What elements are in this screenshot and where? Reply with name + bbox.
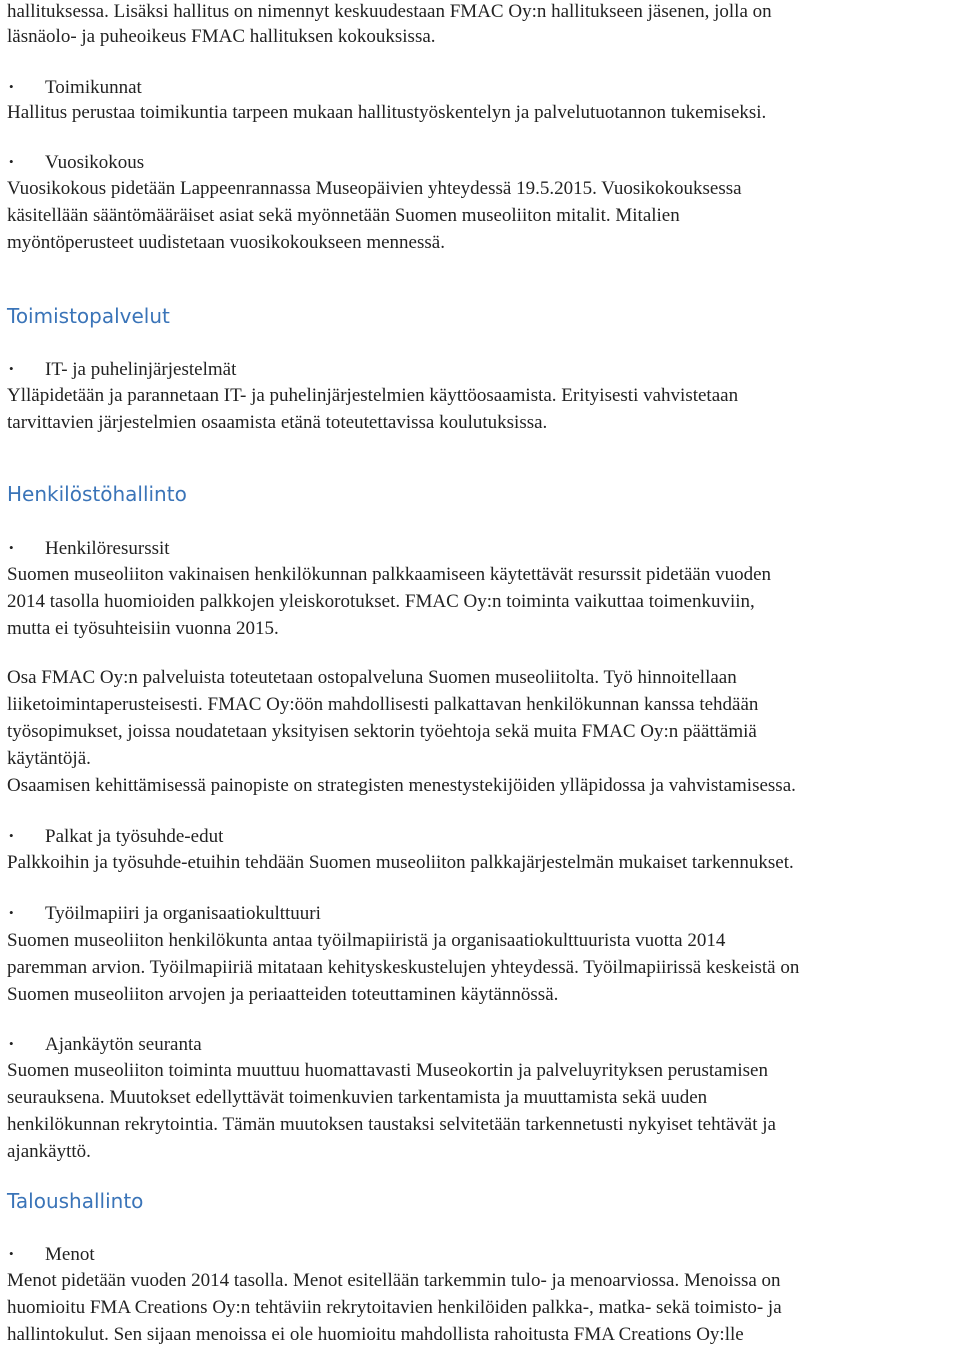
paragraph-line: huomioitu FMA Creations Oy:n tehtäviin rekrytoitavien henkilöiden palkka-, matka- sekä toimisto- ja [7, 1297, 782, 1318]
section-heading-toimistopalvelut: Toimistopalvelut [7, 304, 170, 328]
paragraph-line: Suomen museoliiton henkilökunta antaa työilmapiiristä ja organisaatiokulttuurista vuotta 2014 [7, 930, 726, 951]
bullet-icon: • [9, 79, 14, 94]
paragraph-line: Palkkoihin ja työsuhde-etuihin tehdään Suomen museoliiton palkkajärjestelmän mukaiset tarkennukset. [7, 852, 794, 873]
paragraph-line: hallintokulut. Sen sijaan menoissa ei ole huomioitu mahdollista rahoitusta FMA Creations Oy:lle [7, 1324, 744, 1345]
paragraph-line: käytäntöjä. [7, 748, 91, 769]
bullet-label: Ajankäytön seuranta [45, 1034, 202, 1055]
paragraph-line: työsopimukset, joissa noudatetaan yksityisen sektorin työehtoja sekä muita FMAC Oy:n päättämiä [7, 721, 757, 742]
paragraph-line: Menot pidetään vuoden 2014 tasolla. Menot esitellään tarkemmin tulo- ja menoarviossa. Menoissa on [7, 1270, 781, 1291]
paragraph-line: Osa FMAC Oy:n palveluista toteutetaan ostopalveluna Suomen museoliitolta. Työ hinnoitellaan [7, 667, 737, 688]
bullet-icon: • [9, 1036, 14, 1051]
paragraph-line: Hallitus perustaa toimikuntia tarpeen mukaan hallitustyöskentelyn ja palvelutuotannon tukemiseksi. [7, 102, 767, 123]
paragraph-line: liiketoimintaperusteisesti. FMAC Oy:öön mahdollisesti palkattavan henkilökunnan kanssa tehdään [7, 694, 759, 715]
bullet-label: Vuosikokous [45, 152, 145, 173]
bullet-icon: • [9, 905, 14, 920]
paragraph-line: mutta ei työsuhteisiin vuonna 2015. [7, 618, 279, 639]
bullet-label: Menot [45, 1244, 95, 1265]
bullet-henkiloresurssit [7, 536, 170, 561]
bullet-label: Toimikunnat [45, 77, 142, 98]
bullet-tyoilmapiiri [7, 901, 321, 926]
bullet-label: Henkilöresurssit [45, 538, 170, 559]
bullet-menot [7, 1242, 95, 1267]
paragraph-line: käsitellään sääntömääräiset asiat sekä myönnetään Suomen museoliiton mitalit. Mitalien [7, 205, 680, 226]
bullet-icon: • [9, 361, 14, 376]
bullet-icon: • [9, 1246, 14, 1261]
paragraph-line: Ylläpidetään ja parannetaan IT- ja puhelinjärjestelmien käyttöosaamista. Erityisesti vahvistetaan [7, 385, 739, 406]
bullet-vuosikokous [7, 150, 144, 175]
bullet-ajankaytto [7, 1032, 202, 1057]
paragraph-line: Osaamisen kehittämisessä painopiste on strategisten menestystekijöiden ylläpidossa ja vahvistamisessa. [7, 775, 796, 796]
bullet-icon: • [9, 828, 14, 843]
bullet-icon: • [9, 540, 14, 555]
paragraph-line: Vuosikokous pidetään Lappeenrannassa Museopäivien yhteydessä 19.5.2015. Vuosikokouksessa [7, 178, 742, 199]
intro-line-2: läsnäolo- ja puheoikeus FMAC hallituksen kokouksissa. [7, 26, 436, 47]
paragraph-line: tarvittavien järjestelmien osaamista etänä toteutettavissa koulutuksissa. [7, 412, 548, 433]
intro-line-1: hallituksessa. Lisäksi hallitus on nimennyt keskuudestaan FMAC Oy:n hallitukseen jäsenen, jolla on [7, 1, 772, 22]
paragraph-line: seurauksena. Muutokset edellyttävät toimenkuvien tarkentamista ja muuttamista sekä uuden [7, 1087, 708, 1108]
bullet-toimikunnat [7, 75, 142, 100]
paragraph-line: Suomen museoliiton vakinaisen henkilökunnan palkkaamiseen käytettävät resurssit pidetään vuoden [7, 564, 772, 585]
bullet-icon: • [9, 154, 14, 169]
paragraph-line: paremman arvion. Työilmapiiriä mitataan kehityskeskustelujen yhteydessä. Työilmapiirissä keskeistä on [7, 957, 800, 978]
paragraph-line: Suomen museoliiton arvojen ja periaatteiden toteuttaminen käytännössä. [7, 984, 559, 1005]
paragraph-line: Suomen museoliiton toiminta muuttuu huomattavasti Museokortin ja palveluyrityksen perustamisen [7, 1060, 768, 1081]
bullet-label: IT- ja puhelinjärjestelmät [45, 359, 237, 380]
bullet-it-puhelin [7, 357, 236, 382]
section-heading-taloushallinto: Taloushallinto [7, 1189, 144, 1213]
bullet-label: Työilmapiiri ja organisaatiokulttuuri [45, 903, 321, 924]
paragraph-line: ajankäyttö. [7, 1141, 91, 1162]
section-heading-henkilostohallinto: Henkilöstöhallinto [7, 482, 187, 506]
paragraph-line: myöntöperusteet uudistetaan vuosikokoukseen mennessä. [7, 232, 445, 253]
bullet-label: Palkat ja työsuhde-edut [45, 826, 224, 847]
paragraph-line: henkilökunnan rekrytointia. Tämän muutoksen taustaksi selvitetään tarkennetusti nykyiset tehtävät ja [7, 1114, 776, 1135]
bullet-palkat [7, 824, 223, 849]
paragraph-line: 2014 tasolla huomioiden palkkojen yleiskorotukset. FMAC Oy:n toiminta vaikuttaa toimenkuviin, [7, 591, 755, 612]
